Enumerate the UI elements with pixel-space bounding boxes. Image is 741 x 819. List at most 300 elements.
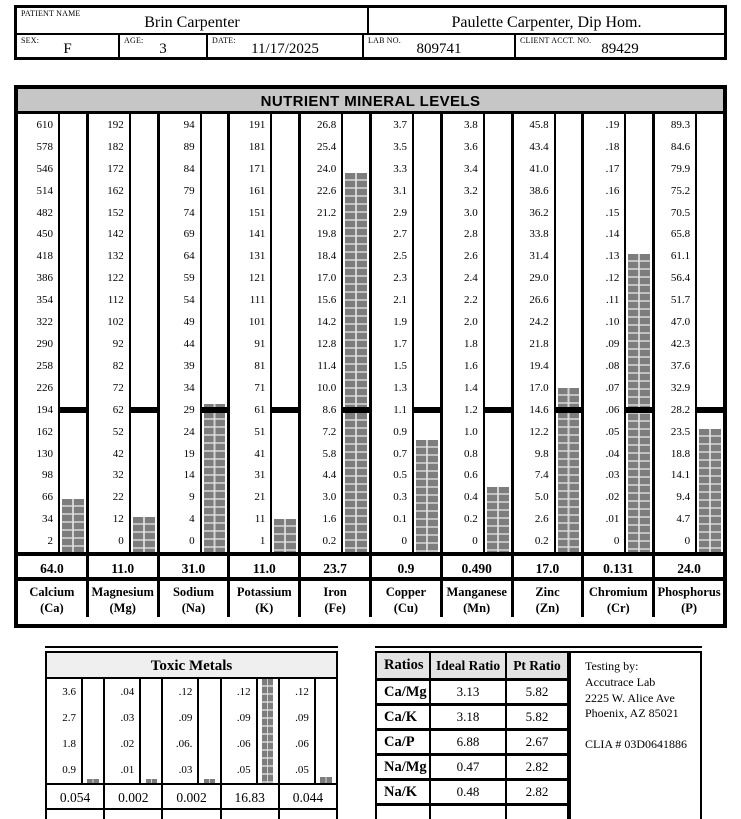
mineral-value: 64.0	[18, 556, 89, 577]
clia-number: CLIA # 03D0641886	[585, 737, 687, 752]
mineral-name: Sodium	[172, 585, 214, 599]
ideal-ratio-value: 0.47	[431, 756, 507, 778]
ratios-header-row	[377, 653, 567, 681]
scale-ticks	[655, 114, 697, 552]
scale-tick: 2.1	[393, 294, 407, 307]
ratios-row-na-k	[377, 781, 567, 806]
scale-tick: 33.8	[529, 228, 549, 241]
scale-tick: 191	[248, 118, 266, 131]
ratios-body	[377, 681, 567, 806]
scale-ticks	[230, 114, 272, 552]
scale-tick: .11	[606, 294, 620, 307]
scale-tick: 34	[42, 513, 53, 526]
scale-tick: 24	[183, 425, 195, 438]
scale-tick: 2.0	[464, 316, 478, 329]
scale-tick: 41	[254, 447, 266, 460]
mineral-bar	[345, 173, 367, 552]
scale-tick: 24.0	[316, 162, 337, 175]
scale-tick: .13	[605, 250, 620, 263]
bar-track	[83, 679, 103, 783]
scale-tick: 65.8	[670, 228, 691, 241]
scale-tick: .01	[605, 513, 620, 526]
scale-tick: 122	[107, 272, 124, 285]
mineral-symbol: (P)	[681, 600, 698, 615]
scale-tick: 89	[183, 140, 195, 153]
scale-tick: 182	[107, 140, 124, 153]
scale-tick: .05	[295, 764, 309, 776]
scale-tick: 36.2	[529, 206, 549, 219]
scale-ticks	[222, 679, 258, 783]
mineral-labels-row	[18, 577, 723, 617]
mineral-value: 11.0	[230, 556, 301, 577]
pt-ratio-value: 2.82	[525, 784, 549, 799]
bar-track	[414, 114, 440, 552]
scale-tick: 22.6	[316, 184, 337, 197]
scale-tick: .09	[178, 712, 193, 724]
ratio-name: Na/Mg	[377, 756, 431, 778]
scale-tick: 162	[36, 425, 53, 438]
ratios-row-clipped	[377, 806, 567, 819]
ratios-header-cell: Ideal Ratio	[431, 653, 507, 678]
scale-tick: .03	[178, 764, 193, 776]
scale-tick: .09	[236, 712, 251, 724]
nutrient-mineral-section	[14, 85, 727, 628]
scale-tick: .07	[605, 381, 620, 394]
mineral-value: 0.490	[443, 556, 514, 577]
scale-tick: 74	[183, 206, 195, 219]
ideal-level-marker	[129, 407, 160, 413]
scale-tick: 0	[401, 535, 407, 548]
mineral-column-zn	[514, 114, 585, 552]
mineral-column-fe	[301, 114, 372, 552]
scale-tick: 52	[112, 425, 124, 438]
bar-track	[316, 679, 336, 783]
header-field-label: LAB NO.	[368, 36, 401, 45]
scale-ticks	[372, 114, 414, 552]
scale-tick: 11	[254, 513, 266, 526]
bar-track	[199, 679, 219, 783]
scale-tick: 84.6	[670, 140, 691, 153]
scale-tick: 130	[36, 447, 53, 460]
scale-tick: 37.6	[670, 359, 691, 372]
scale-tick: 3.2	[464, 184, 478, 197]
ideal-level-marker	[58, 407, 89, 413]
scale-tick: 24.2	[529, 316, 549, 329]
ideal-level-marker	[483, 407, 514, 413]
scale-tick: 25.4	[316, 140, 337, 153]
ideal-level-marker	[200, 407, 231, 413]
header-field-value: 11/17/2025	[251, 40, 319, 57]
scale-tick: 44	[183, 338, 195, 351]
toxic-column-4	[222, 679, 280, 783]
bar-track	[258, 679, 278, 783]
ratios-table	[375, 651, 569, 819]
scale-tick: 1.2	[464, 403, 478, 416]
mineral-name: Chromium	[588, 585, 648, 599]
scale-tick: .02	[605, 491, 620, 504]
scale-tick: 111	[249, 294, 266, 307]
scale-tick: .14	[605, 228, 620, 241]
mineral-value: 31.0	[160, 556, 231, 577]
scale-tick: 18.4	[316, 250, 337, 263]
scale-tick: .17	[605, 162, 620, 175]
mineral-symbol: (K)	[255, 600, 274, 615]
scale-tick: 2.5	[393, 250, 407, 263]
scale-tick: 21	[254, 491, 266, 504]
scale-tick: 59	[183, 272, 195, 285]
scale-tick: 66	[42, 491, 53, 504]
mineral-symbol: (Mg)	[109, 600, 136, 615]
header-field-value: 3	[159, 40, 167, 57]
scale-tick: 1.3	[393, 381, 407, 394]
mineral-value: 0.131	[584, 556, 655, 577]
toxic-metals-section	[45, 651, 338, 819]
mineral-column-p	[655, 114, 723, 552]
scale-tick: 3.6	[464, 140, 478, 153]
scale-tick: 2.6	[534, 513, 549, 526]
header-field-value: 809741	[416, 40, 462, 57]
scale-tick: 26.8	[316, 118, 337, 131]
scale-tick: 34	[183, 381, 195, 394]
scale-tick: 15.6	[316, 294, 337, 307]
scale-tick: 0	[684, 535, 691, 548]
ratios-top-rule	[375, 646, 702, 648]
scale-tick: 192	[107, 118, 124, 131]
scale-tick: 1.6	[464, 359, 478, 372]
scale-tick: 2.4	[464, 272, 478, 285]
mineral-symbol: (Zn)	[535, 600, 560, 615]
bar-track	[485, 114, 511, 552]
scale-tick: 0	[472, 535, 478, 548]
scale-tick: 0.8	[464, 447, 478, 460]
pt-ratio-value: 2.67	[525, 734, 549, 749]
ratio-name: Na/K	[377, 781, 431, 803]
ratios-header-cell: Ratios	[377, 653, 431, 678]
mineral-column-cu	[372, 114, 443, 552]
mineral-label	[372, 581, 443, 617]
scale-tick: 12.8	[316, 338, 337, 351]
pt-ratio-value: 5.82	[525, 684, 549, 699]
scale-tick: 0.4	[464, 491, 478, 504]
scale-tick: 98	[42, 469, 53, 482]
mineral-value: 11.0	[89, 556, 160, 577]
scale-tick: 2	[47, 535, 53, 548]
toxic-bar	[146, 779, 157, 783]
header-field-value: 89429	[601, 40, 639, 57]
scale-tick: 9	[189, 491, 195, 504]
scale-tick: 10.0	[316, 381, 337, 394]
ideal-level-marker	[341, 407, 372, 413]
scale-tick: 2.7	[62, 712, 76, 724]
scale-tick: 2.3	[393, 272, 407, 285]
mineral-bar	[133, 517, 155, 552]
scale-tick: .01	[120, 764, 135, 776]
scale-tick: 3.6	[62, 686, 76, 698]
scale-tick: 22	[112, 491, 124, 504]
scale-tick: 1.4	[464, 381, 478, 394]
mineral-name: Copper	[385, 585, 427, 599]
scale-tick: 161	[248, 184, 266, 197]
toxic-bar	[87, 779, 98, 783]
scale-ticks	[160, 114, 202, 552]
testing-by-lines	[585, 659, 696, 722]
scale-tick: 69	[183, 228, 195, 241]
scale-tick: 0.9	[393, 425, 407, 438]
scale-tick: 354	[36, 294, 53, 307]
scale-tick: 0.6	[464, 469, 478, 482]
scale-tick: 2.6	[464, 250, 478, 263]
scale-tick: 32.9	[670, 381, 691, 394]
ideal-ratio-value: 0.48	[431, 781, 507, 803]
ratios-row-ca-mg	[377, 681, 567, 706]
scale-tick: .05	[605, 425, 620, 438]
toxic-value: 0.044	[292, 790, 324, 805]
scale-ticks	[18, 114, 60, 552]
scale-tick: 1.8	[464, 338, 478, 351]
practitioner-name: Paulette Carpenter, Dip Hom.	[451, 13, 642, 31]
scale-tick: .05	[236, 764, 251, 776]
mineral-name: Manganese	[446, 585, 507, 599]
scale-tick: 0.7	[393, 447, 407, 460]
patient-name-cell	[17, 8, 369, 33]
bar-track	[343, 114, 369, 552]
scale-tick: 0.3	[393, 491, 407, 504]
scale-tick: 4.4	[322, 469, 337, 482]
scale-tick: .09	[605, 338, 620, 351]
scale-tick: 79	[183, 184, 195, 197]
header-field-label: SEX:	[21, 36, 40, 45]
scale-tick: .06	[236, 738, 251, 750]
scale-tick: 450	[36, 228, 53, 241]
scale-tick: 0.9	[62, 764, 76, 776]
scale-tick: 9.4	[676, 491, 691, 504]
mineral-label	[655, 581, 723, 617]
toxic-bar	[262, 679, 273, 783]
scale-tick: .12	[236, 686, 251, 698]
scale-tick: 26.6	[529, 294, 549, 307]
scale-tick: 94	[183, 118, 195, 131]
scale-tick: 12	[112, 513, 124, 526]
scale-tick: 7.4	[534, 469, 549, 482]
scale-tick: .02	[120, 738, 135, 750]
header-field-label: CLIENT ACCT. NO.	[520, 36, 592, 45]
mineral-values-row	[18, 552, 723, 577]
testing-by-line: Testing by:	[585, 659, 639, 673]
scale-tick: 71	[254, 381, 266, 394]
scale-tick: 258	[36, 359, 53, 372]
toxic-bar	[320, 777, 331, 783]
toxic-column-2	[105, 679, 163, 783]
scale-tick: 42	[112, 447, 124, 460]
scale-tick: 226	[36, 381, 53, 394]
scale-tick: 91	[254, 338, 266, 351]
toxic-value: 0.002	[105, 785, 163, 808]
scale-tick: 8.6	[322, 403, 337, 416]
scale-tick: 482	[36, 206, 53, 219]
scale-tick: 7.2	[322, 425, 337, 438]
bar-track	[202, 114, 228, 552]
scale-tick: 3.0	[322, 491, 337, 504]
mineral-name: Iron	[323, 585, 347, 599]
ratio-name: Ca/K	[377, 706, 431, 728]
ideal-level-marker	[270, 407, 301, 413]
scale-tick: 514	[36, 184, 53, 197]
scale-tick: 1	[259, 535, 266, 548]
header-field-clientacctno	[516, 35, 724, 57]
scale-tick: 151	[248, 206, 266, 219]
scale-tick: 142	[107, 228, 124, 241]
scale-tick: 2.7	[393, 228, 407, 241]
scale-tick: 17.0	[529, 381, 549, 394]
scale-tick: 2.2	[464, 294, 478, 307]
scale-tick: 0	[118, 535, 124, 548]
testing-by-line: 2225 W. Alice Ave	[585, 690, 675, 705]
scale-tick: 84	[183, 162, 195, 175]
mineral-symbol: (Ca)	[40, 600, 64, 615]
header-field-label: AGE:	[124, 36, 144, 45]
scale-tick: 45.8	[529, 118, 549, 131]
toxic-column-1	[47, 679, 105, 783]
scale-tick: 1.0	[464, 425, 478, 438]
mineral-bar	[628, 254, 650, 552]
scale-tick: 121	[248, 272, 266, 285]
mineral-symbol: (Na)	[181, 600, 206, 615]
mineral-name: Potassium	[236, 585, 292, 599]
scale-tick: 386	[36, 272, 53, 285]
patient-header	[14, 5, 727, 60]
scale-tick: .04	[120, 686, 135, 698]
toxic-metals-chart	[47, 679, 336, 783]
bar-track	[626, 114, 652, 552]
scale-tick: 5.0	[534, 491, 549, 504]
scale-tick: 0.2	[322, 535, 337, 548]
mineral-label	[514, 581, 585, 617]
scale-tick: 49	[183, 316, 195, 329]
scale-tick: 578	[36, 140, 53, 153]
scale-tick: 42.3	[670, 338, 691, 351]
mineral-value: 0.9	[372, 556, 443, 577]
mineral-label	[301, 581, 372, 617]
scale-tick: 81	[254, 359, 266, 372]
pt-ratio-value: 2.82	[525, 759, 549, 774]
scale-ticks	[47, 679, 83, 783]
mineral-value: 24.0	[677, 561, 701, 576]
practitioner-cell	[369, 8, 724, 33]
ideal-level-marker	[695, 407, 726, 413]
scale-tick: 0	[189, 535, 195, 548]
header-field-age	[120, 35, 208, 57]
toxic-top-rule	[45, 646, 338, 648]
scale-tick: .12	[178, 686, 193, 698]
mineral-symbol: (Mn)	[463, 600, 491, 615]
scale-tick: 14.2	[316, 316, 337, 329]
scale-tick: 43.4	[529, 140, 549, 153]
bar-track	[141, 679, 161, 783]
toxic-metals-title: Toxic Metals	[47, 653, 336, 679]
bar-track	[60, 114, 86, 552]
patient-header-row2	[17, 33, 724, 57]
scale-tick: 141	[248, 228, 266, 241]
mineral-column-mn	[443, 114, 514, 552]
scale-tick: .12	[295, 686, 309, 698]
mineral-chart	[18, 114, 723, 552]
scale-tick: 0.2	[534, 535, 549, 548]
scale-tick: .10	[605, 316, 620, 329]
scale-tick: 3.7	[393, 118, 407, 131]
scale-tick: 56.4	[670, 272, 691, 285]
scale-ticks	[514, 114, 556, 552]
mineral-column-cr	[584, 114, 655, 552]
scale-tick: 62	[112, 403, 124, 416]
mineral-label	[18, 581, 89, 617]
scale-tick: 2.9	[393, 206, 407, 219]
scale-tick: 1.8	[62, 738, 76, 750]
scale-tick: 38.6	[529, 184, 549, 197]
scale-tick: .03	[120, 712, 135, 724]
scale-tick: 17.0	[316, 272, 337, 285]
scale-tick: 3.1	[393, 184, 407, 197]
scale-tick: 3.5	[393, 140, 407, 153]
scale-tick: 19	[183, 447, 195, 460]
scale-tick: 82	[112, 359, 124, 372]
pt-ratio-value: 5.82	[525, 709, 549, 724]
scale-tick: 0	[613, 535, 620, 548]
ratio-name: Ca/P	[377, 731, 431, 753]
toxic-bar	[204, 779, 215, 783]
mineral-label	[89, 581, 160, 617]
scale-ticks	[89, 114, 131, 552]
scale-tick: .16	[605, 184, 620, 197]
scale-tick: 4.7	[676, 513, 691, 526]
mineral-bar	[416, 440, 438, 552]
scale-tick: 5.8	[322, 447, 337, 460]
mineral-bar	[487, 487, 509, 552]
ratios-header-cell: Pt Ratio	[513, 657, 561, 673]
scale-tick: 194	[36, 403, 53, 416]
ratios-row-ca-k	[377, 706, 567, 731]
scale-tick: 152	[107, 206, 124, 219]
scale-tick: 3.0	[464, 206, 478, 219]
ideal-level-marker	[412, 407, 443, 413]
ratios-row-ca-p	[377, 731, 567, 756]
mineral-label	[443, 581, 514, 617]
scale-tick: 290	[36, 338, 53, 351]
scale-tick: 19.8	[316, 228, 337, 241]
scale-ticks	[163, 679, 199, 783]
header-field-value: F	[63, 40, 72, 57]
scale-ticks	[280, 679, 316, 783]
mineral-symbol: (Fe)	[324, 600, 346, 615]
scale-tick: 0.1	[393, 513, 407, 526]
scale-tick: 92	[112, 338, 124, 351]
mineral-column-ca	[18, 114, 89, 552]
scale-tick: 14.1	[670, 469, 691, 482]
scale-tick: .04	[605, 447, 620, 460]
scale-tick: 29	[183, 403, 195, 416]
ideal-ratio-value: 3.13	[431, 681, 507, 703]
scale-tick: .06	[605, 403, 620, 416]
mineral-bar	[204, 404, 226, 552]
scale-tick: 39	[183, 359, 195, 372]
scale-tick: 171	[248, 162, 266, 175]
scale-tick: 1.9	[393, 316, 407, 329]
scale-tick: .09	[295, 712, 309, 724]
scale-tick: 79.9	[670, 162, 691, 175]
mineral-symbol: (Cr)	[606, 600, 630, 615]
mineral-column-k	[230, 114, 301, 552]
scale-tick: 1.5	[393, 359, 407, 372]
scale-tick: 61	[254, 403, 266, 416]
